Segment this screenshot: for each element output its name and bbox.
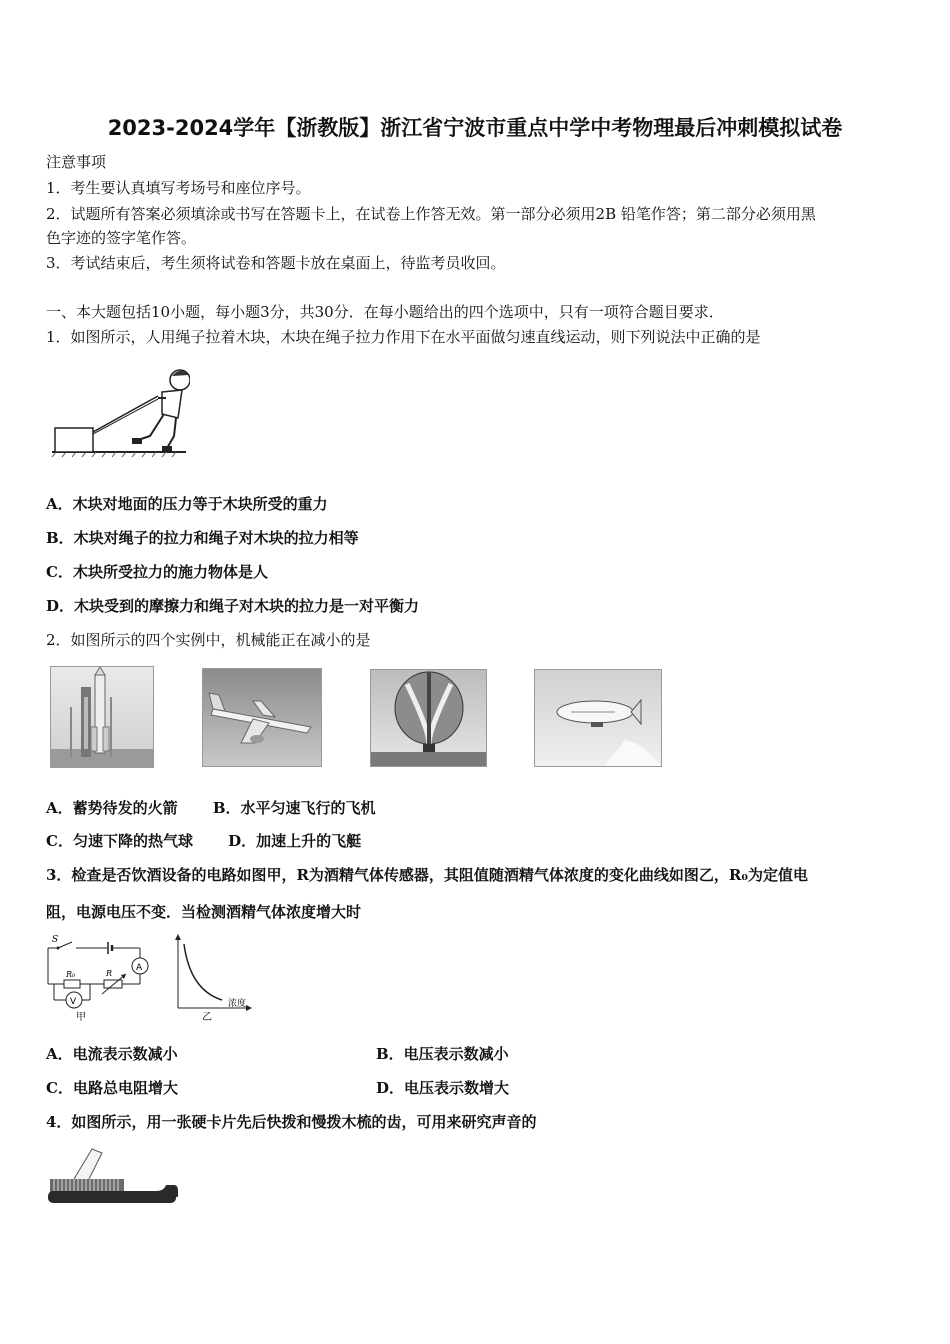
question-2-stem: 2．如图所示的四个实例中，机械能正在减小的是 bbox=[46, 631, 371, 649]
resistance-concentration-graph-yi bbox=[168, 932, 258, 1022]
question-3-option-a: A．电流表示数减小 bbox=[46, 1045, 178, 1063]
question-4-stem: 4．如图所示，用一张硬卡片先后快拨和慢拨木梳的齿，可用来研究声音的 bbox=[46, 1113, 537, 1131]
concentration-axis-label: 浓度 bbox=[228, 999, 247, 1009]
page-title: 2023-2024学年【浙教版】浙江省宁波市重点中学中考物理最后冲刺模拟试卷 bbox=[107, 116, 843, 140]
circuit-diagram-jia bbox=[42, 930, 152, 1022]
switch-label: S bbox=[52, 935, 59, 945]
section-heading: 一、本大题包括10小题，每小题3分，共30分．在每小题给出的四个选项中，只有一项符合题目要求． bbox=[46, 303, 724, 321]
person-pulling-block-figure bbox=[50, 366, 190, 458]
notice-heading: 注意事项 bbox=[46, 153, 107, 171]
question-2-options-row-1: A．蓄势待发的火箭 B．水平匀速飞行的飞机 bbox=[46, 799, 376, 817]
notice-item: 2．试题所有答案必须填涂或书写在答题卡上，在试卷上作答无效。第一部分必须用2B 铅笔作答；第二部分必须用黑 bbox=[46, 205, 816, 223]
figure-yi-label: 乙 bbox=[202, 1012, 212, 1022]
question-3-stem-line-2: 阻，电源电压不变．当检测酒精气体浓度增大时 bbox=[46, 903, 362, 921]
r0-label: R₀ bbox=[66, 970, 76, 979]
question-3-option-b: B．电压表示数减小 bbox=[376, 1045, 509, 1063]
hot-air-balloon-image bbox=[370, 669, 487, 767]
notice-item: 色字迹的签字笔作答。 bbox=[46, 229, 197, 247]
figure-jia-label: 甲 bbox=[76, 1012, 86, 1022]
ammeter-label: A bbox=[136, 963, 143, 973]
question-1-option-b: B．木块对绳子的拉力和绳子对木块的拉力相等 bbox=[46, 529, 359, 547]
comb-and-card-figure bbox=[46, 1145, 182, 1209]
question-1-option-d: D．木块受到的摩擦力和绳子对木块的拉力是一对平衡力 bbox=[46, 597, 420, 615]
question-1-option-a: A．木块对地面的压力等于木块所受的重力 bbox=[46, 495, 328, 513]
question-2-options-row-2: C．匀速下降的热气球 D．加速上升的飞艇 bbox=[46, 832, 362, 850]
question-3-option-c: C．电路总电阻增大 bbox=[46, 1079, 178, 1097]
question-1-option-c: C．木块所受拉力的施力物体是人 bbox=[46, 563, 268, 581]
notice-item: 3．考试结束后，考生须将试卷和答题卡放在桌面上，待监考员收回。 bbox=[46, 254, 506, 272]
airship-image bbox=[534, 669, 662, 767]
question-3-stem-line-1: 3．检查是否饮酒设备的电路如图甲，R为酒精气体传感器，其阻值随酒精气体浓度的变化曲线如图乙，R₀为定值电 bbox=[46, 866, 808, 884]
question-1-stem: 1．如图所示，人用绳子拉着木块，木块在绳子拉力作用下在水平面做匀速直线运动，则下列说法中正确的是 bbox=[46, 328, 761, 346]
voltmeter-label: V bbox=[70, 997, 77, 1007]
airplane-image bbox=[202, 668, 322, 767]
question-3-option-d: D．电压表示数增大 bbox=[376, 1079, 510, 1097]
notice-item: 1．考生要认真填写考场号和座位序号。 bbox=[46, 179, 311, 197]
r-label: R bbox=[106, 969, 113, 978]
rocket-image bbox=[50, 666, 154, 768]
